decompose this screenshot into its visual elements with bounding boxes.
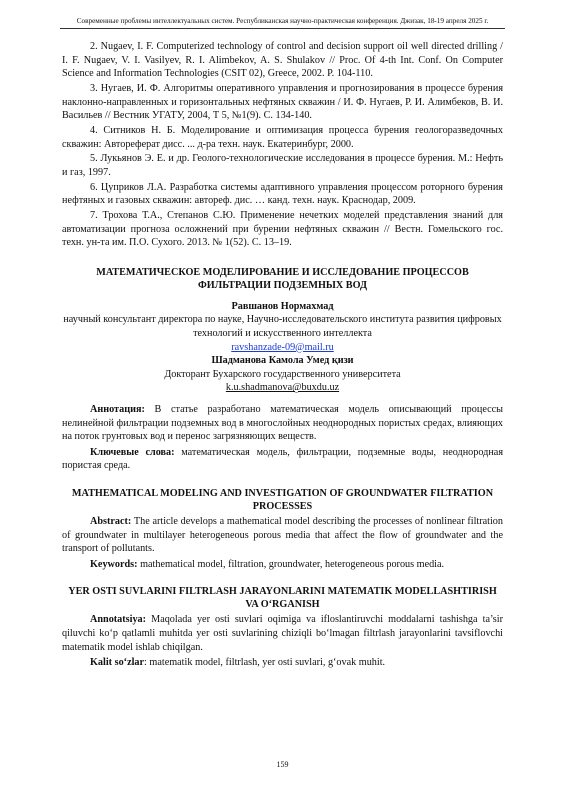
reference-item: 5. Лукьянов Э. Е. и др. Геолого-технологические исследования в процессе бурения. М.: Нефть и газ, 1997. <box>62 153 503 178</box>
author-name: Шадманова Камола Умед қизи <box>211 355 354 367</box>
keywords-ru <box>62 446 503 473</box>
abstract-label: Abstract: <box>90 515 132 527</box>
page-content <box>62 40 503 670</box>
reference-item: 7. Трохова Т.А., Степанов С.Ю. Применение нечетких моделей представления знаний для автоматизации прогноза осложнений при бурении нефтяных скважин // Вестн. Гомельского гос. техн. ун-та им. П.О. Сухого. 2013. № 1(52). С. 13–19. <box>62 210 503 249</box>
author-name: Равшанов Нормахмад <box>231 300 334 312</box>
page-number: 159 <box>276 760 289 769</box>
reference-item: 2. Nugaev, I. F. Computerized technology of control and decision support oil well directed drilling / I. F. Nugaev, V. I. Vasilyev, R. I. Alimbekov, A. S. Shulakov // Proc. Of 4-th Int. Conf. On Computer Science and Information Technologies (CSIT 02), Greece, 2002. P. 104-110. <box>62 41 503 80</box>
keywords-label: Ключевые слова: <box>90 446 175 458</box>
abstract-text: Maqolada yer osti suvlari oqimiga va ifloslantiruvchi moddalarni tashishga ta’sir qiluvchi ko‘p qatlamli muhitda yer osti suvlarining chiziqli bo‘lmagan filtrlash jarayonlarini tavsiflovchi matematik model ishlab chiqilgan. <box>62 614 503 653</box>
reference-list <box>62 40 503 250</box>
keywords-uz <box>62 656 503 670</box>
section-uzbek <box>62 585 503 669</box>
abstract-label: Аннотация: <box>90 404 145 415</box>
abstract-text: В статье разработано математическая модель описывающий процессы нелинейной фильтрации подземных вод в многослойных неоднородных пористых средах, влияющих на поток грунтовых вод и перенос загрязняющих веществ. <box>62 404 503 443</box>
author-email: k.u.shadmanova@buxdu.uz <box>225 382 340 394</box>
abstract-ru <box>62 403 503 444</box>
author-affiliation: научный консультант директора по науке, Научно-исследовательского института развития цифровых технологий и искусственного интеллекта <box>63 314 502 340</box>
article-title-uz: YER OSTI SUVLARINI FILTRLASH JARAYONLARINI MATEMATIK MODELLASHTIRISH VA O‘RGANISH <box>68 586 497 611</box>
author-affiliation: Докторант Бухарского государственного университета <box>164 368 401 380</box>
reference-item: 6. Цуприков Л.А. Разработка системы адаптивного управления процессом роторного бурения нефтяных и газовых скважин: автореф. дис. … канд. техн. наук. Краснодар, 2009. <box>62 181 503 207</box>
reference-item: 3. Нугаев, И. Ф. Алгоритмы оперативного управления и прогнозирования в процессе бурения наклонно-направленных и горизонтальных нефтяных скважин / И. Ф. Нугаев, Р. И. Алимбеков, В. И. Васильев // Вестник УГАТУ, 2004, Т 5, №1(9). С. 134-140. <box>62 82 503 122</box>
article-title-en: MATHEMATICAL MODELING AND INVESTIGATION OF GROUNDWATER FILTRATION PROCESSES <box>71 487 494 512</box>
keywords-label: Keywords: <box>90 558 138 570</box>
abstract-label: Annotatsiya: <box>90 614 147 626</box>
abstract-text: The article develops a mathematical model describing the processes of nonlinear filtration of groundwater in multilayer heterogeneous porous media that affect the flow of groundwater and the transport of pollutants. <box>62 515 503 555</box>
article-title-ru: МАТЕМАТИЧЕСКОЕ МОДЕЛИРОВАНИЕ И ИССЛЕДОВАНИЕ ПРОЦЕССОВ ФИЛЬТРАЦИИ ПОДЗЕМНЫХ ВОД <box>96 266 469 291</box>
running-header: Современные проблемы интеллектуальных систем. Республиканская научно-практическая конференция. Джизак, 18-19 апреля 2025 г. <box>60 17 505 29</box>
keywords-text: mathematical model, filtration, groundwater, heterogeneous porous media. <box>137 558 445 570</box>
section-english <box>62 487 503 571</box>
keywords-text: математическая модель, фильтрации, подземные воды, неоднородная пористая среда. <box>62 446 504 472</box>
abstract-en <box>62 515 503 556</box>
reference-item: 4. Ситников Н. Б. Моделирование и оптимизация процесса бурения геологоразведочных скважин: Автореферат дисс. ... д-ра техн. наук. Екатеринбург, 2000. <box>62 124 503 150</box>
keywords-text: : matematik model, filtrlash, yer osti suvlari, g‘ovak muhit. <box>144 657 386 669</box>
keywords-en <box>62 558 503 572</box>
keywords-label: Kalit so‘zlar <box>90 657 145 669</box>
abstract-uz <box>62 613 503 654</box>
author-email-link[interactable]: ravshanzade-09@mail.ru <box>231 341 334 353</box>
